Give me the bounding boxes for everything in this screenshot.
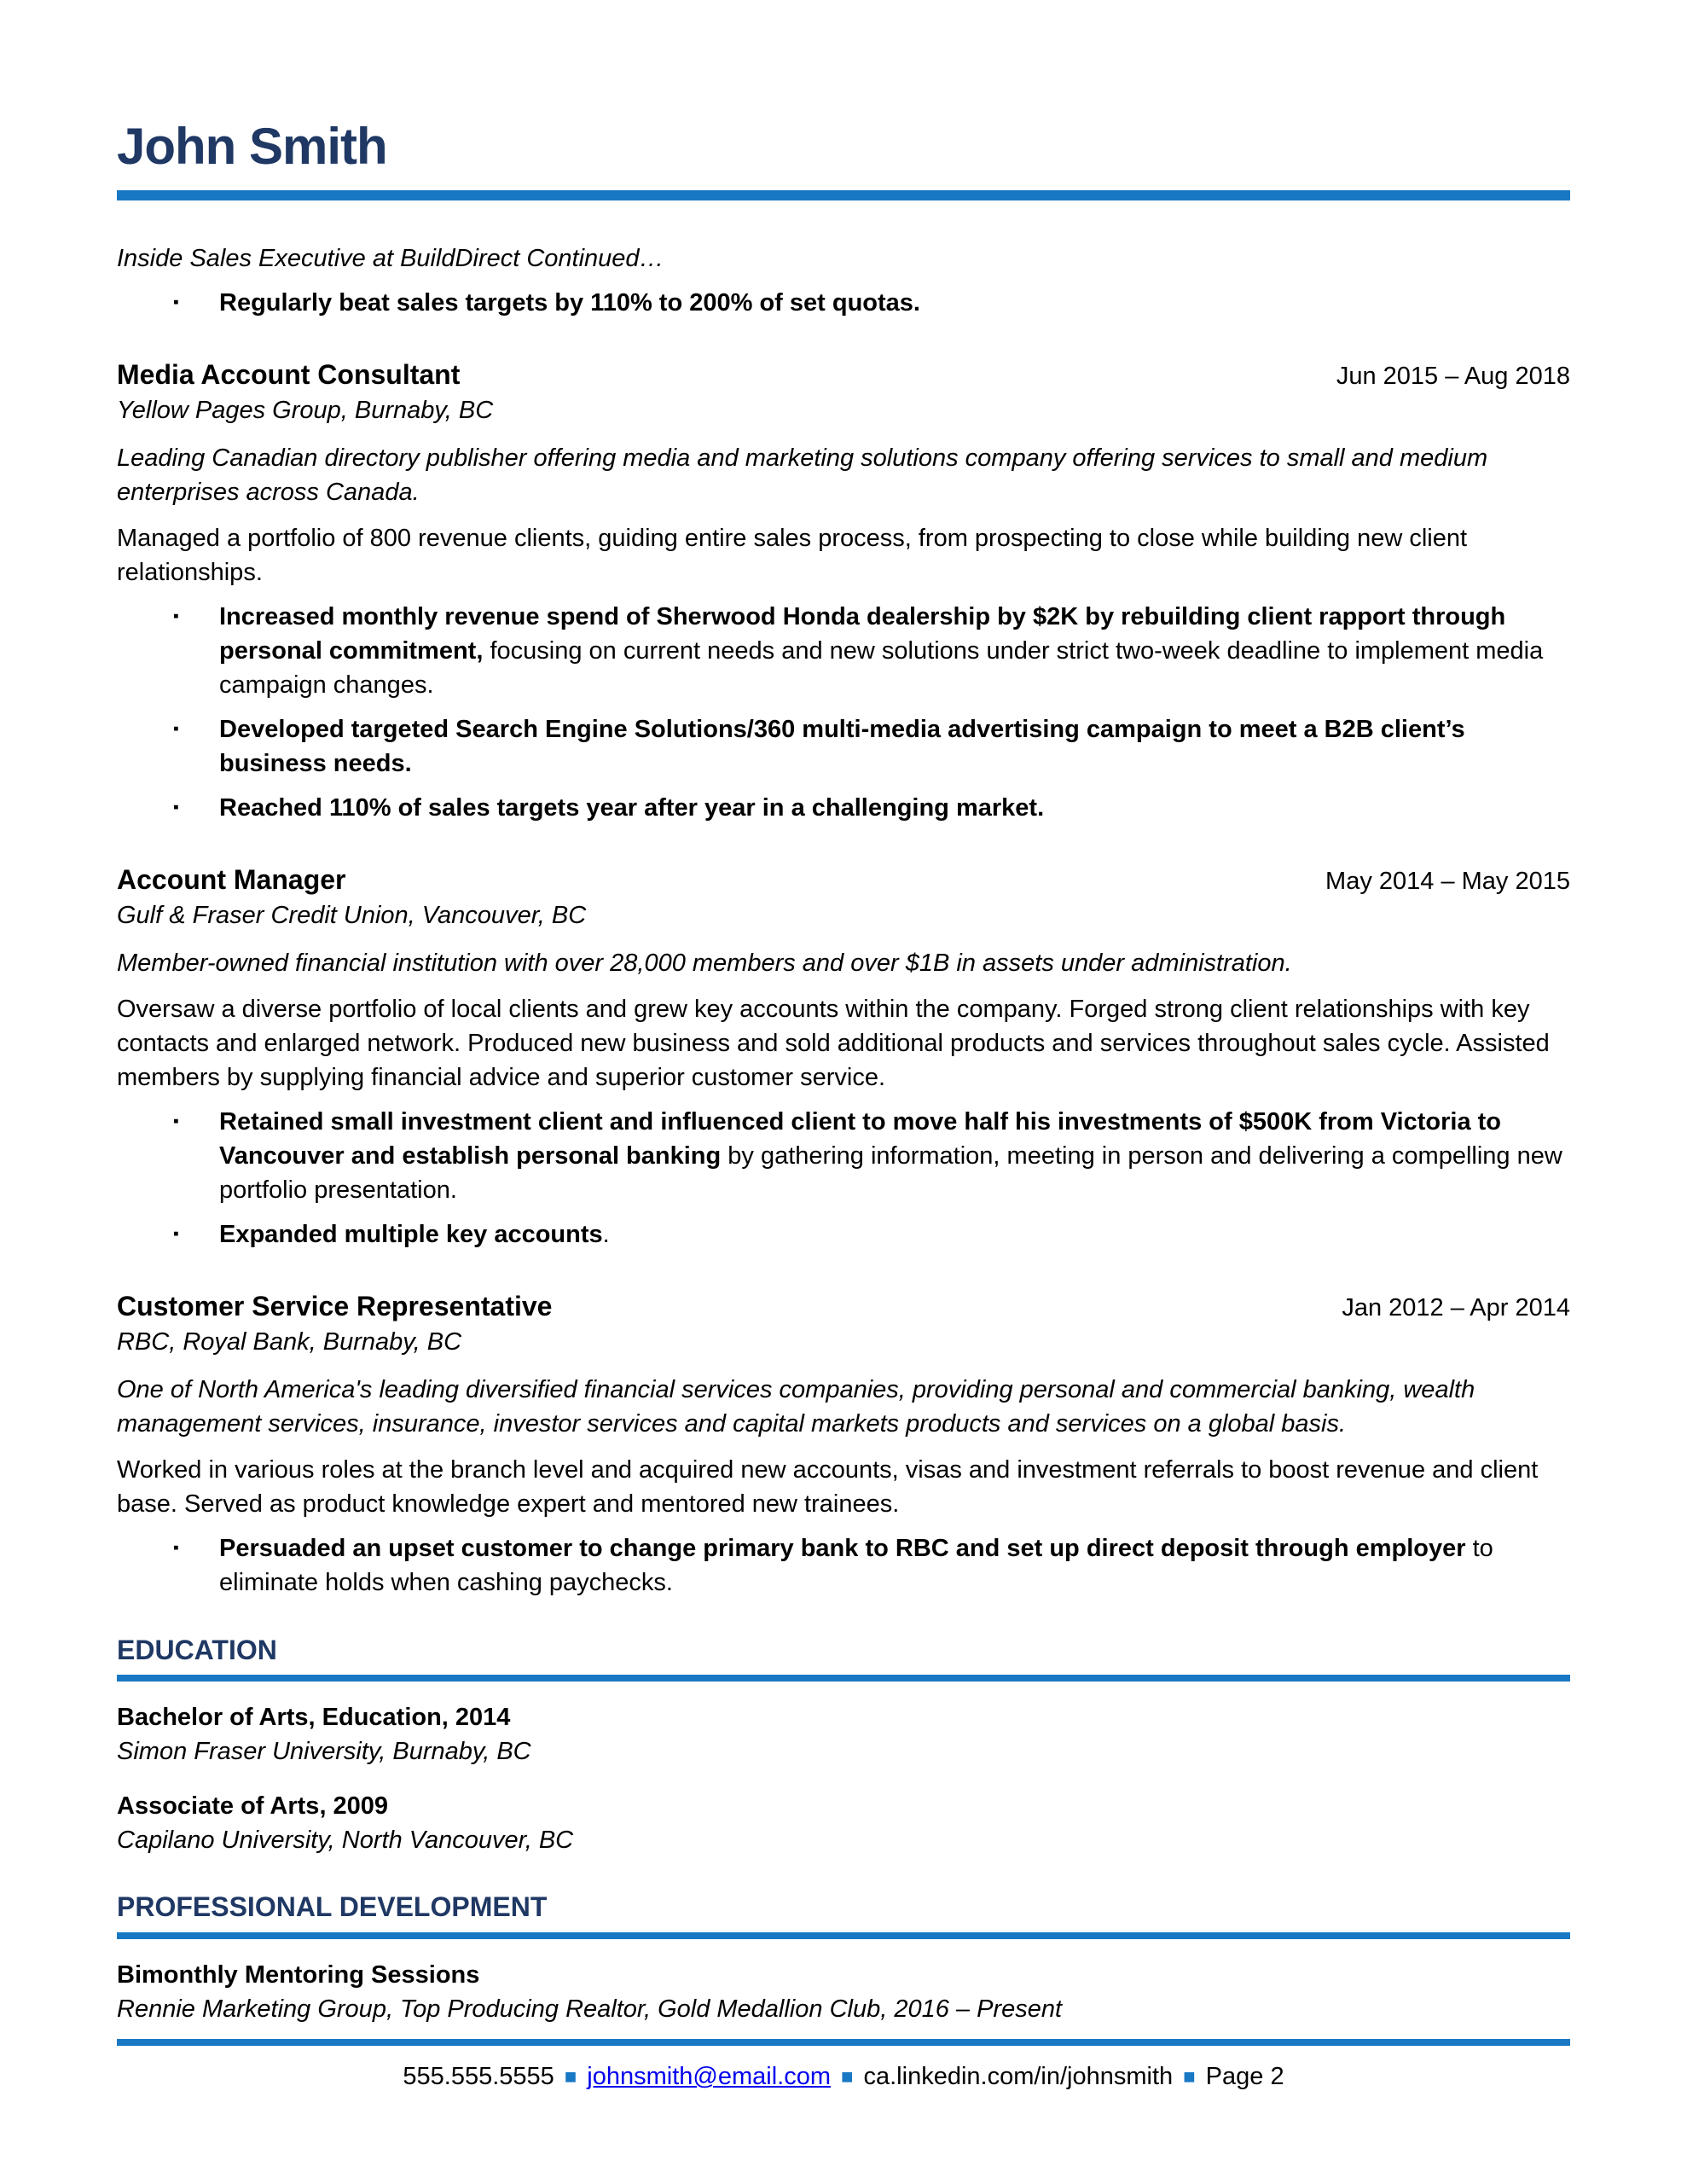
job-dates: May 2014 – May 2015	[1325, 868, 1570, 896]
bullet-bold-text: Reached 110% of sales targets year after year in a challenging market.	[219, 794, 1045, 822]
job-company: RBC, Royal Bank, Burnaby, BC	[117, 1328, 462, 1356]
page-footer	[117, 2039, 1570, 2094]
job-company: Yellow Pages Group, Burnaby, BC	[117, 397, 494, 425]
bullet-item	[117, 791, 1570, 825]
bullet-bold-text: Increased monthly revenue spend of Sherwood Honda dealership by $2K by rebuilding client rapport through personal commitment,	[219, 603, 1506, 665]
section-heading-professional-development: PROFESSIONAL DEVELOPMENT	[117, 1891, 548, 1923]
education-item	[117, 1700, 1570, 1769]
job-header	[117, 863, 1570, 898]
resume-name: John Smith	[117, 118, 387, 175]
job-title: Media Account Consultant	[117, 359, 461, 391]
education-school: Capilano University, North Vancouver, BC	[117, 1827, 574, 1855]
bullet-icon: ▪	[173, 1225, 179, 1244]
bullet-text	[219, 286, 1570, 320]
bullet-bold-text: Expanded multiple key accounts	[219, 1221, 603, 1249]
footer-rule	[117, 2039, 1570, 2046]
job-title: Account Manager	[117, 864, 346, 896]
separator-square-icon: ■	[1183, 2065, 1196, 2088]
professional-development-item	[117, 1958, 1570, 2026]
footer-phone: 555.555.5555	[403, 2063, 554, 2090]
bullet-bold-text: Persuaded an upset customer to change primary bank to RBC and set up direct deposit through employer	[219, 1535, 1466, 1563]
section-heading-education: EDUCATION	[117, 1634, 277, 1665]
bullet-item	[117, 1105, 1570, 1207]
bullet-icon: ▪	[173, 720, 179, 739]
bullet-item	[117, 286, 1570, 320]
bullet-text	[219, 1105, 1570, 1207]
bullet-icon: ▪	[173, 799, 179, 817]
bullet-rest-text: .	[602, 1221, 610, 1249]
bullet-text	[219, 1531, 1570, 1600]
bullet-text	[219, 1217, 1570, 1252]
bullet-icon: ▪	[173, 1539, 179, 1558]
bullet-rest-text: focusing on current needs and new solutions under strict two-week deadline to implement media campaign changes.	[219, 637, 1544, 700]
job-summary: Managed a portfolio of 800 revenue clients, guiding entire sales process, from prospecting to close while building new client relationships.	[117, 525, 1468, 587]
job-title: Customer Service Representative	[117, 1291, 553, 1322]
section-rule	[117, 1932, 1570, 1939]
bullet-text	[219, 791, 1570, 825]
bullet-text	[219, 712, 1570, 781]
bullet-item	[117, 1531, 1570, 1600]
job-bullet-list	[117, 1105, 1570, 1252]
job-dates: Jan 2012 – Apr 2014	[1342, 1294, 1570, 1322]
education-school: Simon Fraser University, Burnaby, BC	[117, 1738, 531, 1766]
bullet-rest-text: to eliminate holds when cashing paychecks.	[219, 1535, 1493, 1597]
job-bullet-list	[117, 1531, 1570, 1600]
footer-linkedin: ca.linkedin.com/in/johnsmith	[863, 2063, 1174, 2090]
education-degree: Bachelor of Arts, Education, 2014	[117, 1704, 511, 1732]
bullet-item	[117, 1217, 1570, 1252]
name-underline-rule	[117, 190, 1570, 200]
job-summary: Oversaw a diverse portfolio of local clients and grew key accounts within the company. Forged strong client relationships with key contacts and enlarged network. Produced new business and sold additional products and services throughout sales cycle. Assisted members by supplying financial advice and superior customer service.	[117, 996, 1550, 1092]
job-company-description: Member-owned financial institution with over 28,000 members and over $1B in assets under administration.	[117, 950, 1292, 978]
job-company: Gulf & Fraser Credit Union, Vancouver, BC	[117, 902, 587, 930]
separator-square-icon: ■	[841, 2065, 854, 2088]
job-section-account-manager	[117, 863, 1570, 1252]
bullet-icon: ▪	[173, 1112, 179, 1131]
pd-detail: Rennie Marketing Group, Top Producing Realtor, Gold Medallion Club, 2016 – Present	[117, 1995, 1063, 2023]
job-summary: Worked in various roles at the branch level and acquired new accounts, visas and investment referrals to boost revenue and client base. Served as product knowledge expert and mentored new trainees.	[117, 1456, 1539, 1519]
bullet-rest-text: by gathering information, meeting in person and delivering a compelling new portfolio presentation.	[219, 1142, 1562, 1205]
footer-page-number: Page 2	[1205, 2063, 1284, 2090]
bullet-bold-text: Regularly beat sales targets by 110% to 200% of set quotas.	[219, 289, 920, 317]
job-section-media-account-consultant	[117, 357, 1570, 825]
job-section-customer-service-representative	[117, 1289, 1570, 1600]
job-header	[117, 357, 1570, 393]
education-item	[117, 1789, 1570, 1857]
bullet-item	[117, 712, 1570, 781]
bullet-icon: ▪	[173, 293, 179, 312]
job-bullet-list	[117, 600, 1570, 825]
bullet-item	[117, 600, 1570, 702]
footer-email-link[interactable]: johnsmith@email.com	[587, 2063, 831, 2090]
job-header	[117, 1289, 1570, 1325]
intro-continuation: Inside Sales Executive at BuildDirect Continued…	[117, 245, 664, 272]
education-section	[117, 1633, 1570, 1858]
job-dates: Jun 2015 – Aug 2018	[1336, 363, 1570, 391]
job-company-description: Leading Canadian directory publisher offering media and marketing solutions company offering services to small and medium enterprises across Canada.	[117, 444, 1488, 507]
bullet-icon: ▪	[173, 607, 179, 626]
bullet-bold-text: Developed targeted Search Engine Solutions/360 multi-media advertising campaign to meet a B2B client’s business needs.	[219, 716, 1465, 778]
bullet-text	[219, 600, 1570, 702]
section-rule	[117, 1675, 1570, 1682]
separator-square-icon: ■	[564, 2065, 577, 2088]
footer-contact-line	[117, 2059, 1570, 2094]
job-company-description: One of North America's leading diversified financial services companies, providing personal and commercial banking, wealth management services, insurance, investor services and capital markets products and services on a global basis.	[117, 1376, 1475, 1438]
pd-title: Bimonthly Mentoring Sessions	[117, 1960, 480, 1989]
intro-bullet-list	[117, 286, 1570, 320]
bullet-bold-text: Retained small investment client and influenced client to move half his investments of $500K from Victoria to Vancouver and establish personal banking	[219, 1108, 1502, 1170]
education-degree: Associate of Arts, 2009	[117, 1792, 389, 1821]
professional-development-section	[117, 1890, 1570, 2026]
